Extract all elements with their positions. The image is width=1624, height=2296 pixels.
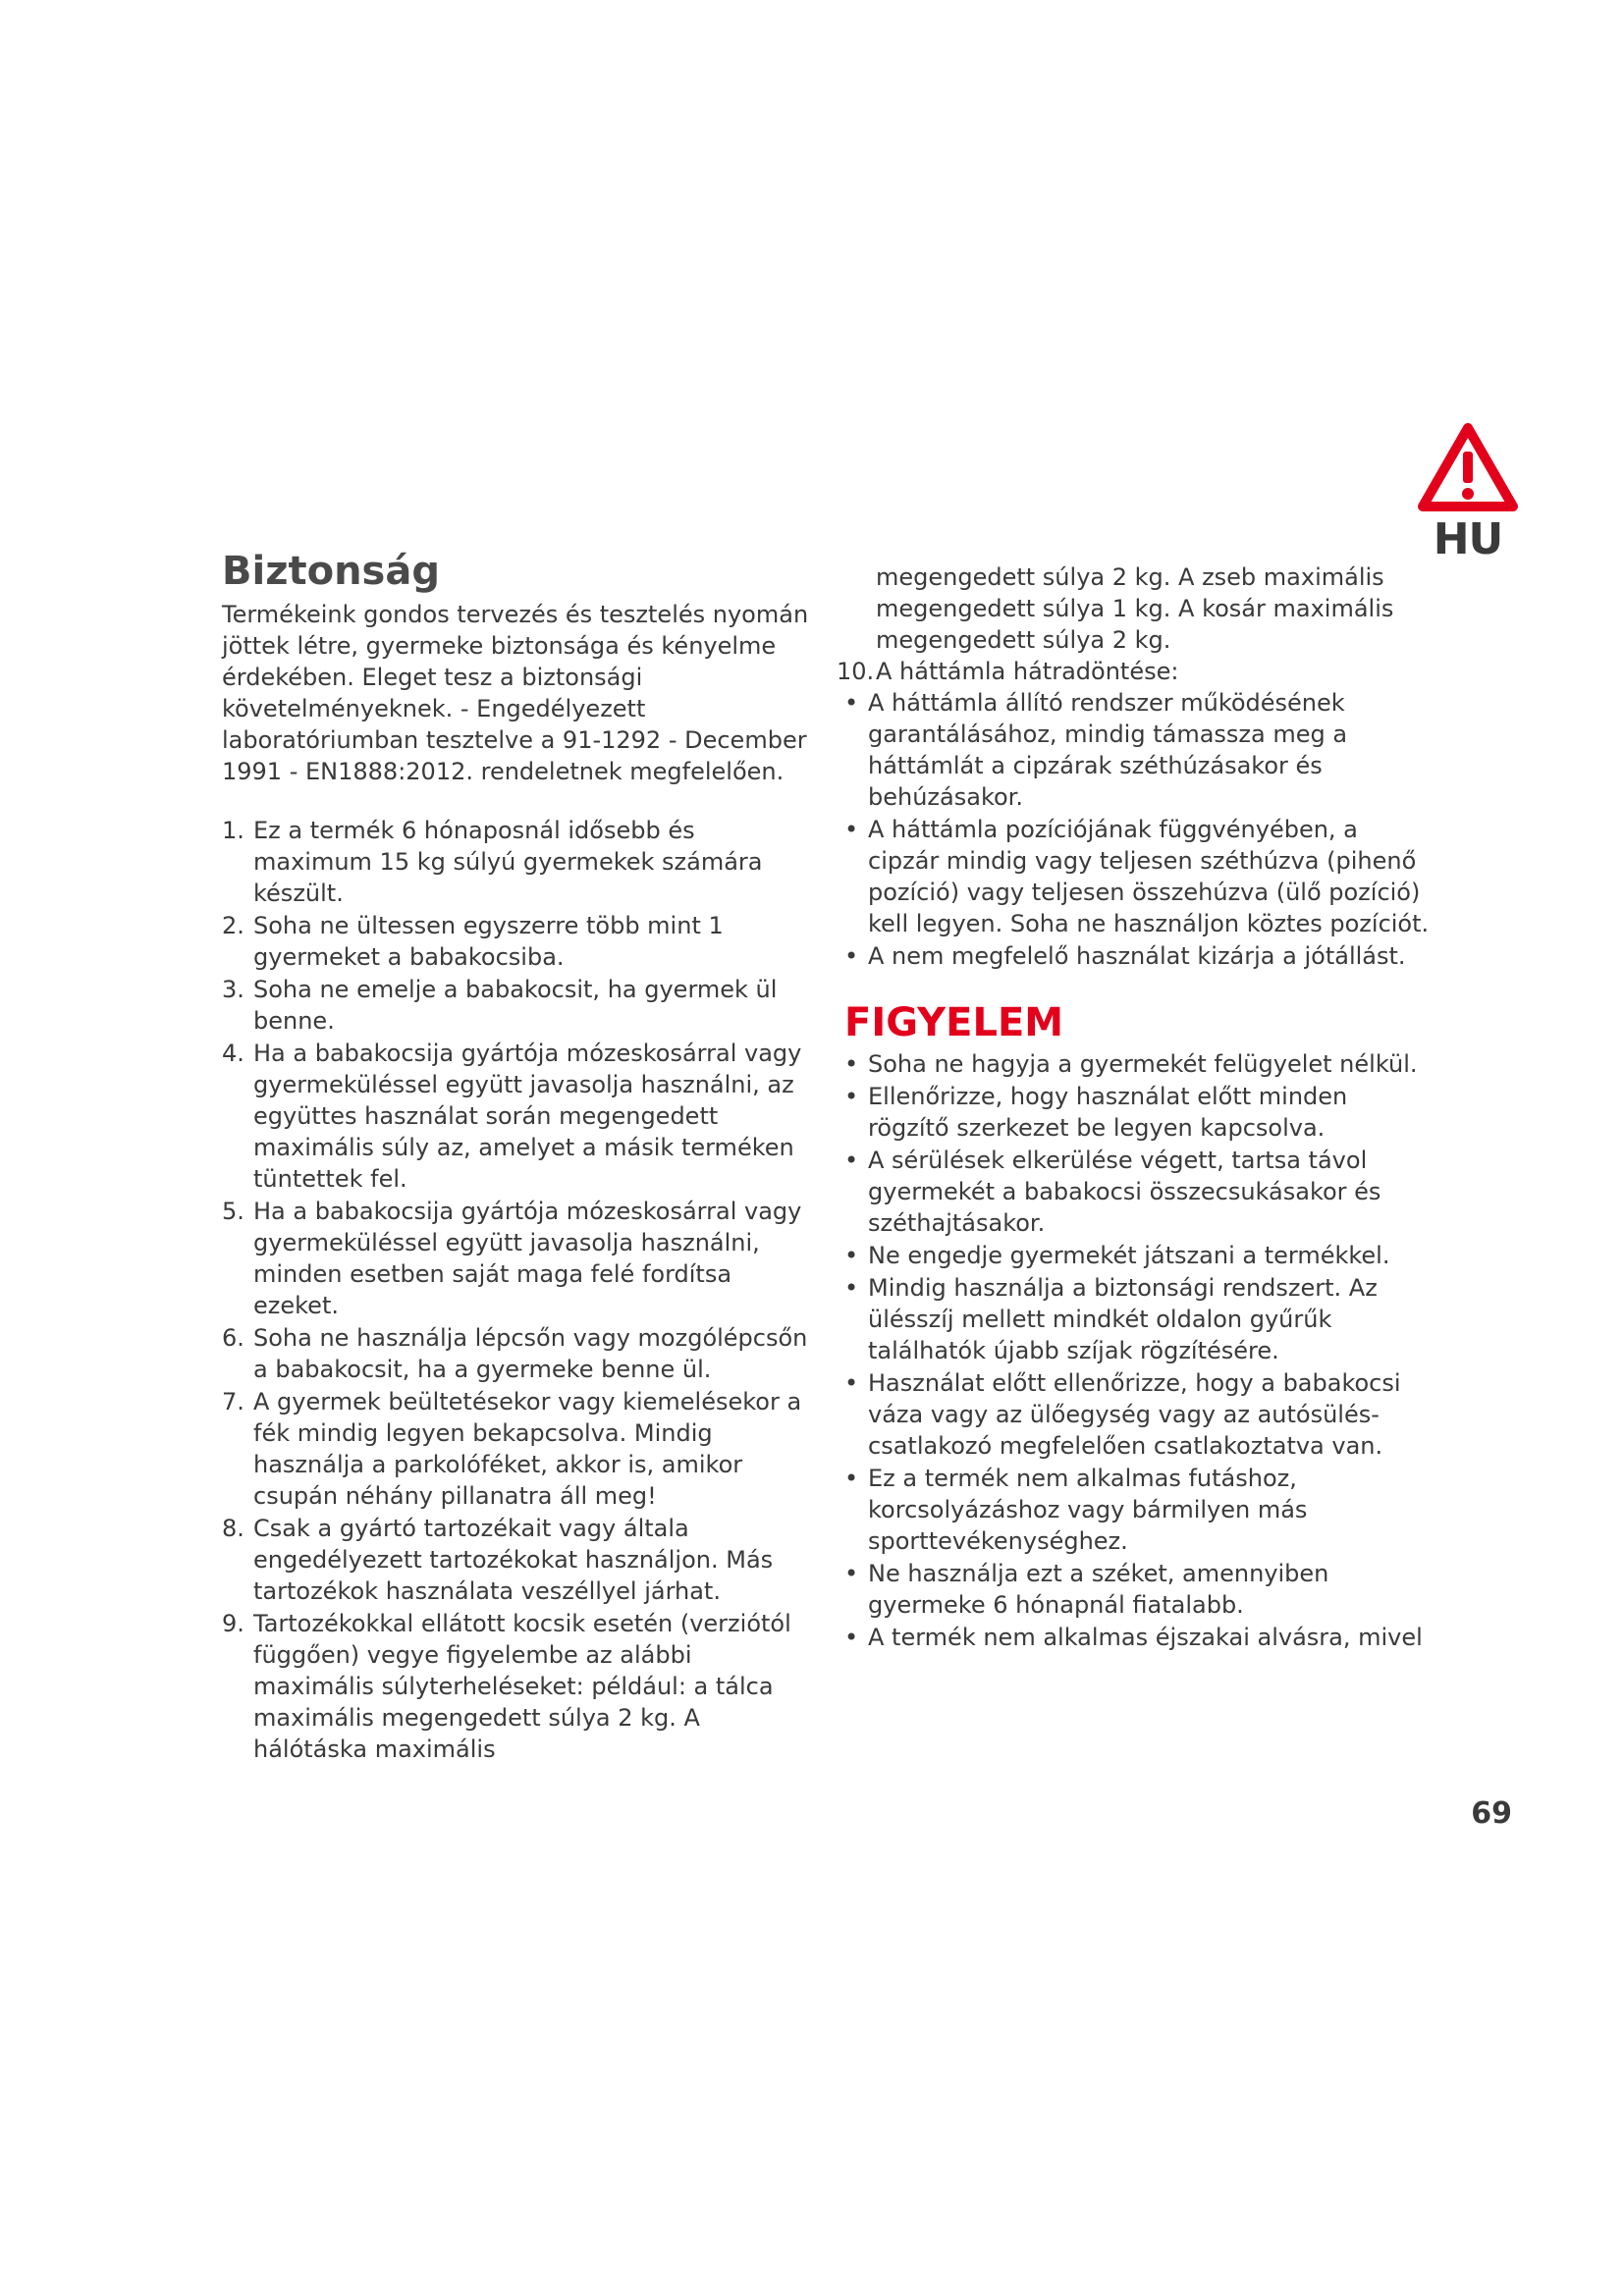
item-number: 8. xyxy=(222,1515,244,1542)
list-item xyxy=(222,1608,817,1765)
bullet-icon: • xyxy=(844,689,859,717)
warning-title: FIGYELEM xyxy=(844,1000,1064,1045)
bullet-icon: • xyxy=(844,1147,859,1174)
bullet-item xyxy=(844,687,1434,813)
left-column xyxy=(222,550,817,1766)
list-item xyxy=(222,1196,817,1321)
bullet-item xyxy=(844,1622,1434,1653)
right-column xyxy=(837,561,1434,1654)
item-text: Soha ne emelje a babakocsit, ha gyermek ül benne. xyxy=(253,976,778,1035)
bullet-item xyxy=(844,1272,1434,1366)
bullet-text: Használat előtt ellenőrizze, hogy a babakocsi váza vagy az ülőegység vagy az autósülés-csatlakozó megfelelően csatlakoztatva van. xyxy=(868,1369,1401,1460)
bullet-item xyxy=(844,1240,1434,1271)
bullet-icon: • xyxy=(844,1624,859,1651)
item-number: 1. xyxy=(222,817,244,844)
bullet-text: A nem megfelelő használat kizárja a jótállást. xyxy=(868,942,1406,970)
item-text: Ha a babakocsija gyártója mózeskosárral vagy gyermeküléssel együtt javasolja használni, minden esetben saját maga felé fordítsa ezeket. xyxy=(253,1198,802,1319)
bullet-text: A háttámla pozíciójának függvényében, a cipzár mindig vagy teljesen széthúzva (pihenő pozíció) vagy teljesen összehúzva (ülő pozíció) kell legyen. Soha ne használjon köztes pozíciót. xyxy=(868,816,1430,937)
bullet-item xyxy=(844,1048,1434,1080)
list-item xyxy=(222,1513,817,1607)
item-number: 7. xyxy=(222,1388,244,1415)
item-text: Csak a gyártó tartozékait vagy általa engedélyezett tartozékokat használjon. Más tartozékok használata veszéllyel járhat. xyxy=(253,1515,774,1605)
bullet-text: A termék nem alkalmas éjszakai alvásra, mivel xyxy=(868,1624,1423,1651)
bullet-icon: • xyxy=(844,816,859,843)
bullet-text: A sérülések elkerülése végett, tartsa távol gyermekét a babakocsi összecsukásakor és széthajtásakor. xyxy=(868,1147,1381,1237)
item-text: Ha a babakocsija gyártója mózeskosárral vagy gyermeküléssel együtt javasolja használni, az együttes használat során megengedett maximális súly az, amelyet a másik terméken tüntettek fel. xyxy=(253,1040,802,1193)
bullet-icon: • xyxy=(844,1560,859,1587)
section-title: Biztonság xyxy=(222,549,440,594)
bullet-item xyxy=(844,1558,1434,1621)
item-9-continuation: megengedett súlya 2 kg. A zseb maximális megengedett súlya 1 kg. A kosár maximális megengedett súlya 2 kg. xyxy=(876,563,1394,654)
bullet-item xyxy=(844,814,1434,939)
intro-paragraph: Termékeink gondos tervezés és tesztelés nyomán jöttek létre, gyermeke biztonsága és kényelme érdekében. Eleget tesz a biztonsági követelményeknek. - Engedélyezett laboratóriumban tesztelve a 91-1292 - December 1991 - EN1888:2012. rendeletnek megfelelően. xyxy=(222,601,809,785)
bullet-text: Ne engedje gyermekét játszani a termékkel. xyxy=(868,1242,1390,1269)
item-text: A háttámla hátradöntése: xyxy=(876,658,1179,685)
item-text: A gyermek beültetésekor vagy kiemelésekor a fék mindig legyen bekapcsolva. Mindig használja a parkolóféket, akkor is, amikor csupán néhány pillanatra áll meg! xyxy=(253,1388,802,1510)
language-badge xyxy=(1414,422,1522,564)
bullet-icon: • xyxy=(844,942,859,970)
item-number: 2. xyxy=(222,912,244,939)
bullet-item xyxy=(844,940,1434,972)
bullet-icon: • xyxy=(844,1274,859,1302)
item-number: 3. xyxy=(222,976,244,1003)
bullet-icon: • xyxy=(844,1369,859,1397)
item-number: 9. xyxy=(222,1610,244,1637)
bullet-text: A háttámla állító rendszer működésének garantálásához, mindig támassza meg a háttámlát a cipzárak széthúzásakor és behúzásakor. xyxy=(868,689,1348,811)
bullet-item xyxy=(844,1367,1434,1462)
bullet-icon: • xyxy=(844,1242,859,1269)
item-number: 4. xyxy=(222,1040,244,1067)
item-text: Soha ne használja lépcsőn vagy mozgólépcsőn a babakocsit, ha a gyermeke benne ül. xyxy=(253,1324,808,1383)
list-item xyxy=(222,1038,817,1195)
bullet-icon: • xyxy=(844,1465,859,1492)
item-number: 6. xyxy=(222,1324,244,1352)
warning-triangle-icon xyxy=(1417,422,1519,514)
bullet-icon: • xyxy=(844,1083,859,1110)
list-item xyxy=(222,974,817,1037)
item-text: Tartozékokkal ellátott kocsik esetén (verziótól függően) vegye figyelembe az alábbi maximális súlyterheléseket: például: a tálca maximális megengedett súlya 2 kg. A hálótáska maximális xyxy=(253,1610,791,1763)
language-code: HU xyxy=(1433,514,1503,564)
item-number: 10. xyxy=(837,658,875,685)
warning-bullets xyxy=(844,1048,1434,1653)
item-text: Soha ne ültessen egyszerre több mint 1 gyermeket a babakocsiba. xyxy=(253,912,724,971)
bullet-item xyxy=(844,1081,1434,1144)
bullet-item xyxy=(844,1463,1434,1557)
item-number: 5. xyxy=(222,1198,244,1225)
page-number: 69 xyxy=(1471,1796,1512,1831)
safety-list xyxy=(222,815,817,1765)
bullet-text: Ne használja ezt a széket, amennyiben gyermeke 6 hónapnál fiatalabb. xyxy=(868,1560,1329,1619)
recline-bullets xyxy=(844,687,1434,972)
bullet-text: Mindig használja a biztonsági rendszert. Az ülésszíj mellett mindkét oldalon gyűrűk találhatók újabb szíjak rögzítésére. xyxy=(868,1274,1378,1364)
list-item xyxy=(222,1386,817,1512)
list-item xyxy=(222,910,817,973)
list-item xyxy=(222,1322,817,1385)
list-item xyxy=(222,815,817,909)
list-item-10 xyxy=(837,656,1434,687)
item-text: Ez a termék 6 hónaposnál idősebb és maximum 15 kg súlyú gyermekek számára készült. xyxy=(253,817,763,907)
bullet-text: Soha ne hagyja a gyermekét felügyelet nélkül. xyxy=(868,1050,1418,1078)
bullet-item xyxy=(844,1145,1434,1239)
bullet-text: Ez a termék nem alkalmas futáshoz, korcsolyázáshoz vagy bármilyen más sporttevékenységhez. xyxy=(868,1465,1308,1555)
bullet-text: Ellenőrizze, hogy használat előtt minden rögzítő szerkezet be legyen kapcsolva. xyxy=(868,1083,1348,1142)
bullet-icon: • xyxy=(844,1050,859,1078)
